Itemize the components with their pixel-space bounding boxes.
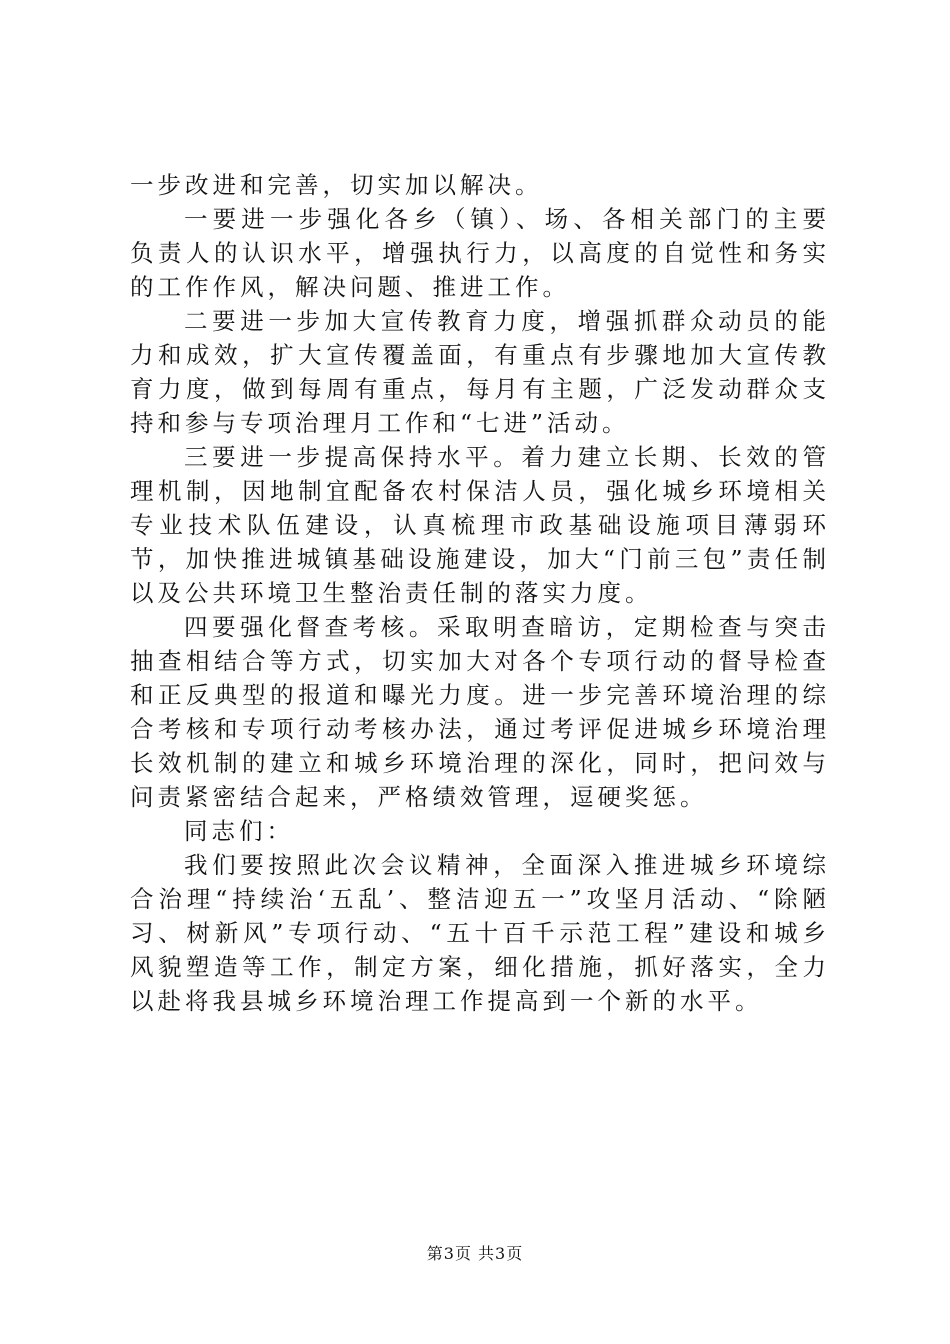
paragraph-closing: 我们要按照此次会议精神，全面深入推进城乡环境综合治理“持续治‘五乱’、整洁迎五一”攻坚月活动、“除陋习、树新风”专项行动、“五十百千示范工程”建设和城乡风貌塑造等工作，制定方案，细化措施，抓好落实，全力以赴将我县城乡环境治理工作提高到一个新的水平。: [130, 851, 830, 1015]
paragraph-continuation: 一步改进和完善，切实加以解决。: [130, 171, 543, 199]
paragraph-point-three: 三要进一步提高保持水平。着力建立长期、长效的管理机制，因地制宜配备农村保洁人员，强化城乡环境相关专业技术队伍建设，认真梳理市政基础设施项目薄弱环节，加快推进城镇基础设施建设，加大“门前三包”责任制以及公共环境卫生整治责任制的落实力度。: [130, 443, 830, 607]
page-number-footer: 第3页 共3页: [426, 1244, 524, 1263]
document-body: [130, 168, 830, 1018]
paragraph-point-two: 二要进一步加大宣传教育力度，增强抓群众动员的能力和成效，扩大宣传覆盖面，有重点有步骤地加大宣传教育力度，做到每周有重点，每月有主题，广泛发动群众支持和参与专项治理月工作和“七进”活动。: [130, 307, 830, 437]
paragraph-point-one: 一要进一步强化各乡（镇）、场、各相关部门的主要负责人的认识水平，增强执行力，以高度的自觉性和务实的工作作风，解决问题、推进工作。: [130, 205, 830, 301]
paragraph-point-four: 四要强化督查考核。采取明查暗访，定期检查与突击抽查相结合等方式，切实加大对各个专项行动的督导检查和正反典型的报道和曝光力度。进一步完善环境治理的综合考核和专项行动考核办法，通过考评促进城乡环境治理长效机制的建立和城乡环境治理的深化，同时，把问效与问责紧密结合起来，严格绩效管理，逗硬奖惩。: [130, 613, 830, 811]
paragraph-salutation: 同志们：: [184, 817, 294, 845]
